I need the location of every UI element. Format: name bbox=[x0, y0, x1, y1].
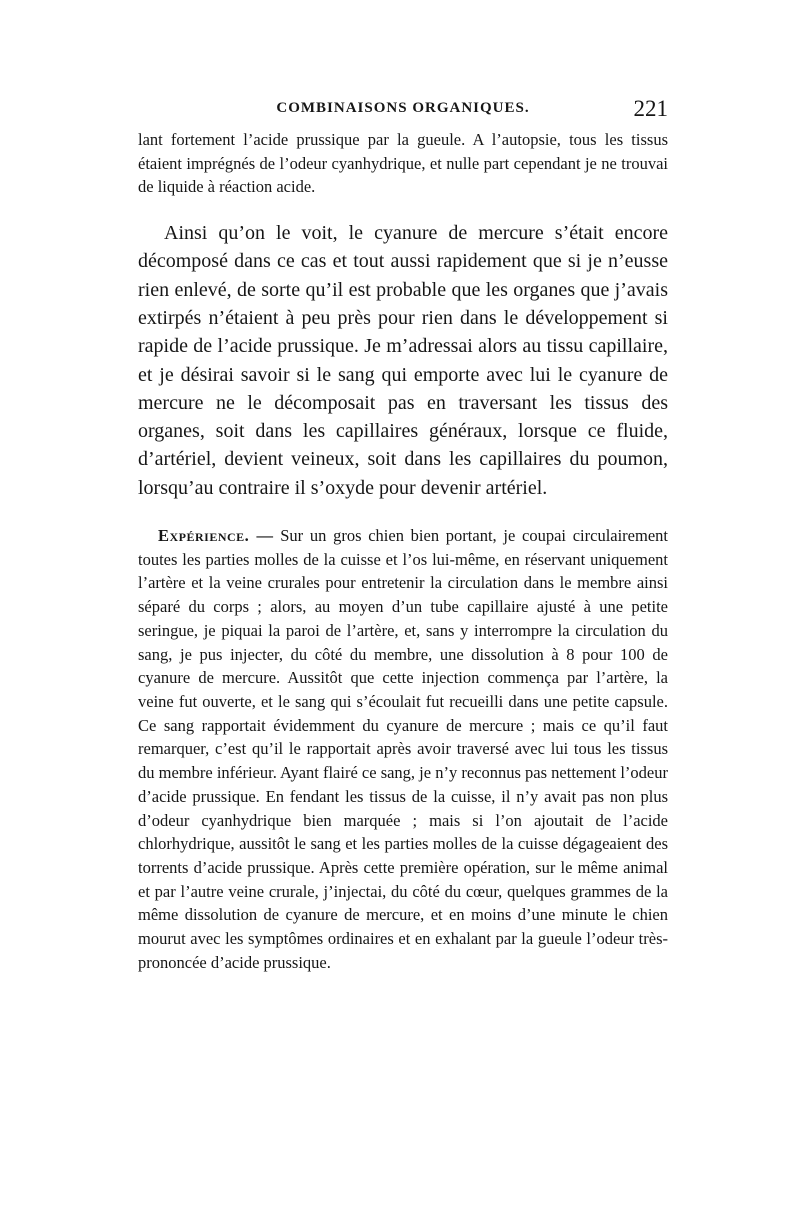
experiment-text: Sur un gros chien bien portant, je coupai circulairement toutes les parties molles de la cuisse et l’os lui-même, en réservant uniquement l’artère et la veine crurales pour entretenir la circulation dans le membre ainsi séparé du corps ; alors, au moyen d’un tube capillaire ajusté à une petite seringue, je piquai la paroi de l’artère, et, sans y interrompre la circulation du sang, je pus injecter, du côté du membre, une dissolution à 8 pour 100 de cyanure de mercure. Aussitôt que cette injection commença par l’artère, la veine fut ouverte, et le sang qui s’écoulait fut recueilli dans une petite capsule. Ce sang rapportait évidemment du cyanure de mercure ; mais ce qu’il faut remarquer, c’est qu’il le rapportait après avoir traversé avec lui tous les tissus du membre inférieur. Ayant flairé ce sang, je n’y reconnus pas nettement l’odeur d’acide prussique. En fendant les tissus de la cuisse, il n’y avait pas non plus d’odeur cyanhydrique bien marquée ; mais si l’on ajoutait de l’acide chlorhydrique, aussitôt le sang et les parties molles de la cuisse dégageaient des torrents d’acide prussique. Après cette première opération, sur le même animal et par l’autre veine crurale, j’injectai, du côté du cœur, quelques grammes de la même dissolution de cyanure de mercure, et en moins d’une minute le chien mourut avec les symptômes ordinaires et en exhalant par la gueule l’odeur très-prononcée d’acide prussique. bbox=[138, 526, 668, 972]
running-head: COMBINAISONS ORGANIQUES. bbox=[276, 100, 530, 116]
paragraph-main: Ainsi qu’on le voit, le cyanure de mercure s’était encore décomposé dans ce cas et tout aussi rapidement que si je n’eusse rien enlevé, de sorte qu’il est probable que les organes que j’avais extirpés n’étaient à peu près pour rien dans le développement si rapide de l’acide prussique. Je m’adressai alors au tissu capillaire, et je désirai savoir si le sang qui emporte avec lui le cyanure de mercure ne le décomposait pas en traversant les tissus des organes, soit dans les capillaires généraux, lorsque ce fluide, d’artériel, devient veineux, soit dans les capillaires du poumon, lorsqu’au contraire il s’oxyde pour devenir artériel. bbox=[138, 222, 668, 499]
paragraph-experiment bbox=[138, 524, 668, 974]
page-header bbox=[138, 96, 668, 126]
experiment-label: Expérience. — bbox=[158, 526, 274, 546]
page-number: 221 bbox=[633, 96, 668, 121]
book-page bbox=[138, 96, 668, 974]
paragraph-continuation: lant fortement l’acide prussique par la gueule. A l’autopsie, tous les tissus étaient imprégnés de l’odeur cyanhydrique, et nulle part cependant je ne trouvai de liquide à réaction acide. bbox=[138, 130, 668, 197]
